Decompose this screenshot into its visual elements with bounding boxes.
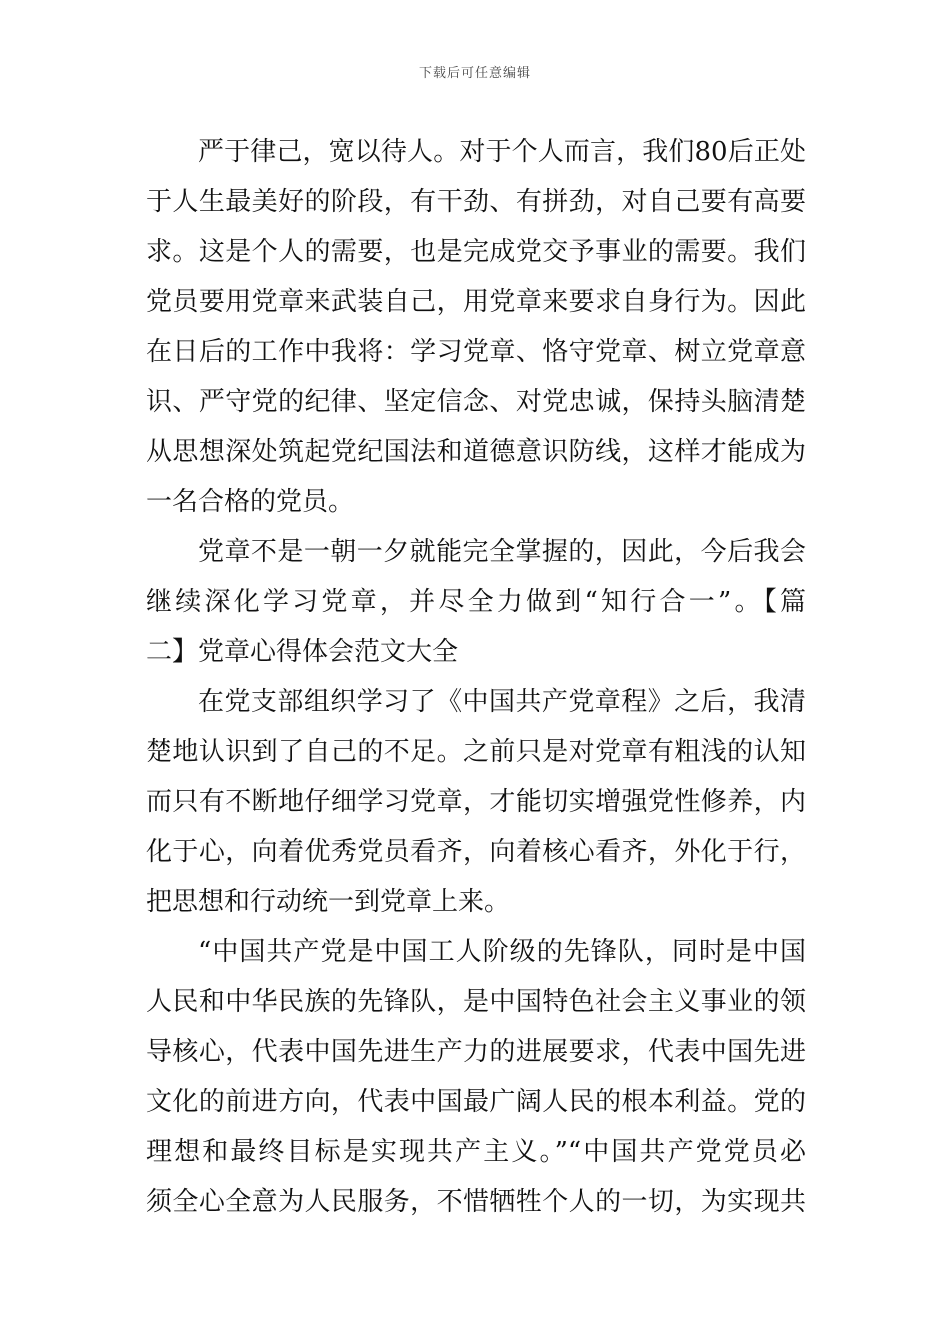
text-line: 人民和中华民族的先锋队，是中国特色社会主义事业的领 bbox=[146, 987, 806, 1017]
text-line: 继续深化学习党章，并尽全力做到“知行合一”。【篇 bbox=[146, 587, 806, 617]
text-line: 导核心，代表中国先进生产力的进展要求，代表中国先进 bbox=[146, 1037, 806, 1067]
text-line: 严于律己，宽以待人。对于个人而言，我们80后正处 bbox=[198, 137, 806, 167]
body-text bbox=[146, 127, 806, 1227]
text-line: 二】党章心得体会范文大全 bbox=[146, 637, 459, 667]
text-line: 在党支部组织学习了《中国共产党章程》之后，我清 bbox=[198, 687, 806, 717]
text-line: 理想和最终目标是实现共产主义。”“中国共产党党员必 bbox=[146, 1137, 806, 1167]
text-line: 党员要用党章来武装自己，用党章来要求自身行为。因此 bbox=[146, 287, 806, 317]
text-line: 文化的前进方向，代表中国最广阔人民的根本利益。党的 bbox=[146, 1087, 806, 1117]
text-line: 求。这是个人的需要，也是完成党交予事业的需要。我们 bbox=[146, 237, 806, 267]
text-line: 识、严守党的纪律、坚定信念、对党忠诚，保持头脑清楚 bbox=[146, 387, 806, 417]
text-line: “中国共产党是中国工人阶级的先锋队，同时是中国 bbox=[198, 937, 806, 967]
text-line: 把思想和行动统一到党章上来。 bbox=[146, 887, 511, 917]
text-line: 楚地认识到了自己的不足。之前只是对党章有粗浅的认知 bbox=[146, 737, 806, 767]
text-line: 从思想深处筑起党纪国法和道德意识防线，这样才能成为 bbox=[146, 437, 806, 467]
text-line: 一名合格的党员。 bbox=[146, 487, 355, 517]
text-line: 须全心全意为人民服务，不惜牺牲个人的一切，为实现共 bbox=[146, 1187, 806, 1217]
text-line: 在日后的工作中我将：学习党章、恪守党章、树立党章意 bbox=[146, 337, 806, 367]
text-line: 党章不是一朝一夕就能完全掌握的，因此，今后我会 bbox=[198, 537, 806, 567]
text-line: 于人生最美好的阶段，有干劲、有拼劲，对自己要有高要 bbox=[146, 187, 806, 217]
text-line: 化于心，向着优秀党员看齐，向着核心看齐，外化于行， bbox=[146, 837, 806, 867]
text-line: 而只有不断地仔细学习党章，才能切实增强党性修养，内 bbox=[146, 787, 806, 817]
page-header: 下载后可任意编辑 bbox=[418, 66, 531, 81]
